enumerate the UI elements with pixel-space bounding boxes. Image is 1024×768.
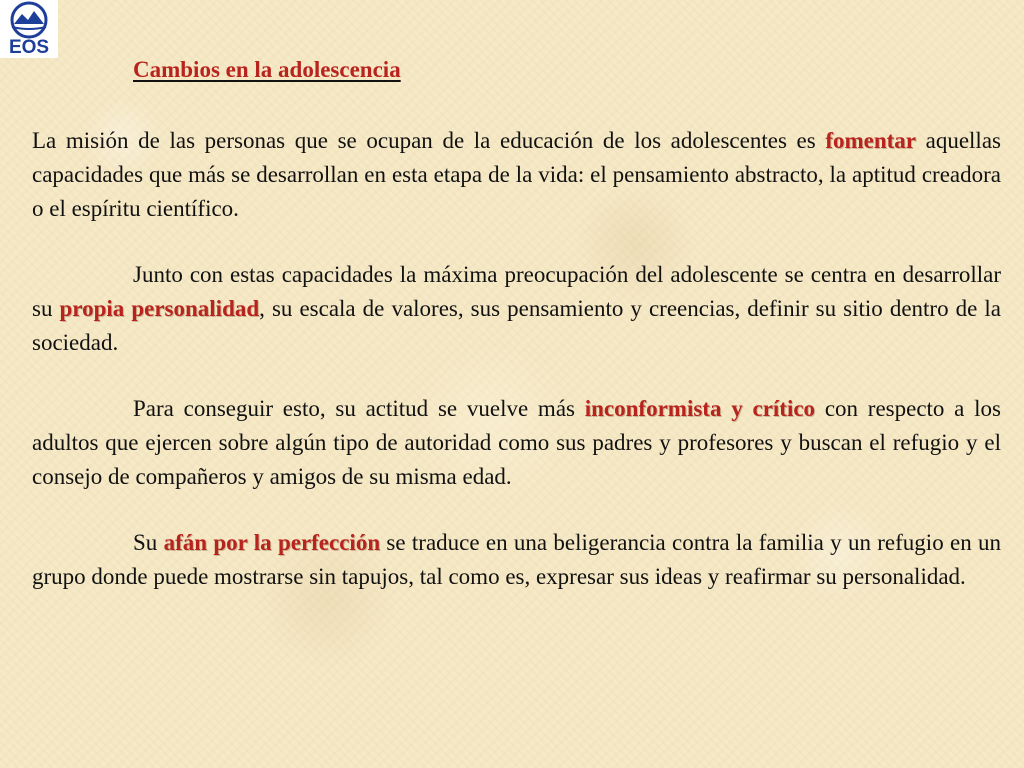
slide-body	[32, 124, 1001, 626]
logo-text: EOS	[8, 37, 50, 58]
slide-title: Cambios en la adolescencia	[133, 57, 401, 82]
paragraph-2: Junto con estas capacidades la máxima preocupación del adolescente se centra en desarrollar su propia personalidad, su escala de valores, sus pensamiento y creencias, definir su sitio dentro de la sociedad.	[32, 262, 1002, 355]
institution-logo-icon	[0, 0, 58, 58]
paragraph-3: Para conseguir esto, su actitud se vuelve más inconformista y crítico con respecto a los adultos que ejercen sobre algún tipo de autoridad como sus padres y profesores y buscan el refugio y el consejo de compañeros y amigos de su misma edad.	[32, 396, 1001, 489]
highlight-afan-perfeccion: afán por la perfección	[163, 530, 381, 555]
paragraph-1: La misión de las personas que se ocupan de la educación de los adolescentes es fomentar aquellas capacidades que más se desarrollan en esta etapa de la vida: el pensamiento abstracto, la aptitud creadora o el espíritu científico.	[32, 128, 1001, 221]
highlight-fomentar: fomentar	[825, 128, 916, 153]
paragraph-4: Su afán por la perfección se traduce en una beligerancia contra la familia y un refugio en un grupo donde puede mostrarse sin tapujos, tal como es, expresar sus ideas y reafirmar su personalidad.	[32, 530, 1002, 589]
highlight-inconformista: inconformista y crítico	[584, 396, 816, 421]
highlight-propia-personalidad: propia personalidad	[59, 296, 260, 321]
institution-logo	[0, 0, 58, 58]
